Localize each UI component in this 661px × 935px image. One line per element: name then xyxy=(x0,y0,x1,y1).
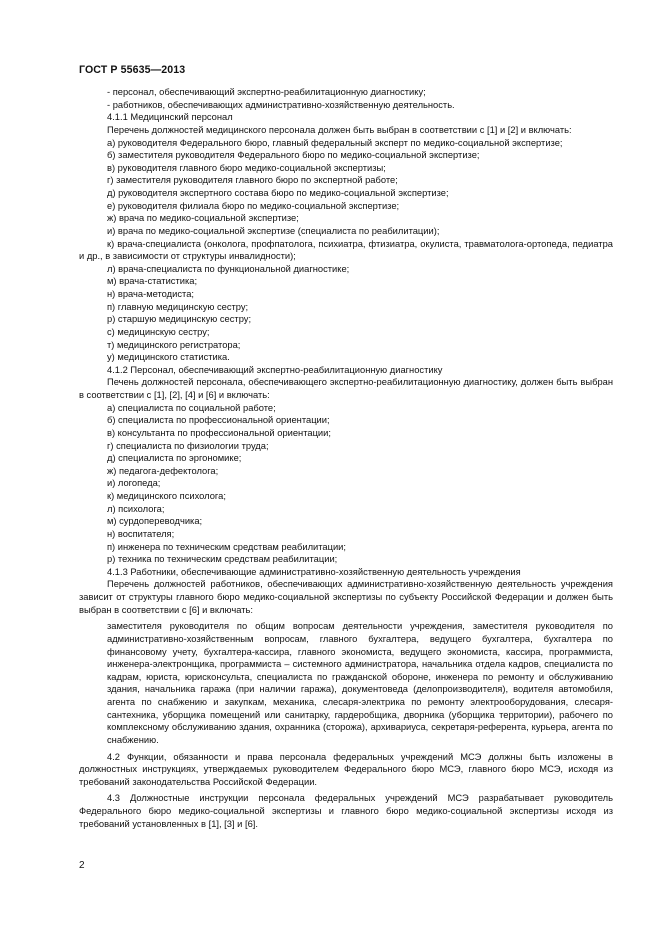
list-item: в) консультанта по профессиональной ориентации; xyxy=(107,427,331,438)
paragraph: - работников, обеспечивающих административно-хозяйственную деятельность. xyxy=(107,99,455,110)
list-item: т) медицинского регистратора; xyxy=(107,339,241,350)
paragraph: - персонал, обеспечивающий экспертно-реабилитационную диагностику; xyxy=(107,87,426,97)
list-item: п) инженера по техническим средствам реабилитации; xyxy=(107,541,346,552)
list-item: л) психолога; xyxy=(107,503,165,514)
staff-list-paragraph: заместителя руководителя по общим вопросам деятельности учреждения, заместителя руководителя по административно-хозяйственным вопросам, главного бухгалтера, ведущего бухгалтера, бухгалтера по финансовому учету, бухгалтера-кассира, главного экономиста, ведущего экономиста, кассира, программиста, инженера-электронщика, программиста – системного администратора, начальника отдела кадров, специалиста по кадрам, юриста, юрисконсульта, специалиста по гражданской обороне, инженера по ремонту и обслуживанию здания, начальника гаража (при наличии гаража), документоведа (делопроизводителя), водителя автомобиля, агента по снабжению и закупкам, механика, слесаря-электрика по ремонту электрооборудования, слесаря-сантехника, уборщика помещений или санитарку, гардеробщика, дворника (уборщика территории), рабочего по комплексному обслуживанию здания, охранника (сторожа), архивариуса, секретаря-референта, курьера, агента по снабжению. xyxy=(107,621,613,745)
list-item: б) заместителя руководителя Федерального бюро по медико-социальной экспертизе; xyxy=(107,150,480,161)
document-body xyxy=(79,86,613,830)
list-item: д) руководителя экспертного состава бюро по медико-социальной экспертизе; xyxy=(107,188,449,198)
list-item: б) специалиста по профессиональной ориентации; xyxy=(107,415,330,426)
list-item: м) врача-статистика; xyxy=(107,276,198,287)
section-heading-4-1-2: 4.1.2 Персонал, обеспечивающий экспертно-реабилитационную диагностику xyxy=(107,364,443,375)
section-paragraph-4-3: 4.3 Должностные инструкции персонала федеральных учреждений МСЭ разрабатывает руководитель Федерального бюро медико-социальной экспертизы и главного бюро медико-социальной экспертизы исходя из требований установленных в [1], [3] и [6]. xyxy=(79,793,613,829)
list-item: к) врача-специалиста (онколога, профпатолога, психиатра, фтизиатра, окулиста, травматолога-ортопеда, педиатра и др., в зависимости от структуры инвалидности); xyxy=(79,238,613,262)
paragraph: Печень должностей персонала, обеспечивающего экспертно-реабилитационную диагностику, должен быть выбран в соответствии с [1], [2], [4] и [6] и включать: xyxy=(79,377,613,400)
list-item: с) медицинскую сестру; xyxy=(107,326,210,337)
standard-header: ГОСТ Р 55635—2013 xyxy=(79,64,186,76)
section-heading-4-1-3: 4.1.3 Работники, обеспечивающие административно-хозяйственную деятельность учреждения xyxy=(107,566,521,577)
list-item: к) медицинского психолога; xyxy=(107,491,226,501)
section-paragraph-4-2: 4.2 Функции, обязанности и права персонала федеральных учреждений МСЭ должны быть изложены в должностных инструкциях, утверждаемых руководителем Федерального бюро МСЭ, главного бюро МСЭ, исходя из требований законодательства Российской Федерации. xyxy=(79,751,613,787)
paragraph: Перечень должностей медицинского персонала должен быть выбран в соответствии с [1] и [2] и включать: xyxy=(107,124,572,135)
list-item: у) медицинского статистика. xyxy=(107,352,230,363)
list-item: ж) врача по медико-социальной экспертизе; xyxy=(107,213,299,224)
list-item: а) специалиста по социальной работе; xyxy=(107,402,276,413)
list-item: н) воспитателя; xyxy=(107,528,175,539)
section-heading-4-1-1: 4.1.1 Медицинский персонал xyxy=(107,112,233,123)
list-item: г) заместителя руководителя главного бюро по экспертной работе; xyxy=(107,175,398,186)
list-item: а) руководителя Федерального бюро, главный федеральный эксперт по медико-социальной экспертизе; xyxy=(107,137,563,148)
list-item: р) техника по техническим средствам реабилитации; xyxy=(107,554,338,565)
page-number: 2 xyxy=(79,860,85,871)
list-item: р) старшую медицинскую сестру; xyxy=(107,314,252,325)
list-item: и) врача по медико-социальной экспертизе (специалиста по реабилитации); xyxy=(107,225,440,236)
list-item: г) специалиста по физиологии труда; xyxy=(107,440,269,451)
list-item: л) врача-специалиста по функциональной диагностике; xyxy=(107,263,350,274)
list-item: м) сурдопереводчика; xyxy=(107,516,203,527)
list-item: в) руководителя главного бюро медико-социальной экспертизы; xyxy=(107,162,386,173)
list-item: е) руководителя филиала бюро по медико-социальной экспертизе; xyxy=(107,200,400,211)
list-item: п) главную медицинскую сестру; xyxy=(107,301,249,312)
list-item: д) специалиста по эргономике; xyxy=(107,453,242,464)
list-item: ж) педагога-дефектолога; xyxy=(107,465,219,476)
list-item: н) врача-методиста; xyxy=(107,289,194,299)
list-item: и) логопеда; xyxy=(107,478,161,489)
paragraph: Перечень должностей работников, обеспечивающих административно-хозяйственную деятельность учреждения зависит от структуры главного бюро медико-социальной экспертизы по субъекту Российской Федерации и должен быть выбран в соответствии с [6] и включать: xyxy=(79,579,613,615)
